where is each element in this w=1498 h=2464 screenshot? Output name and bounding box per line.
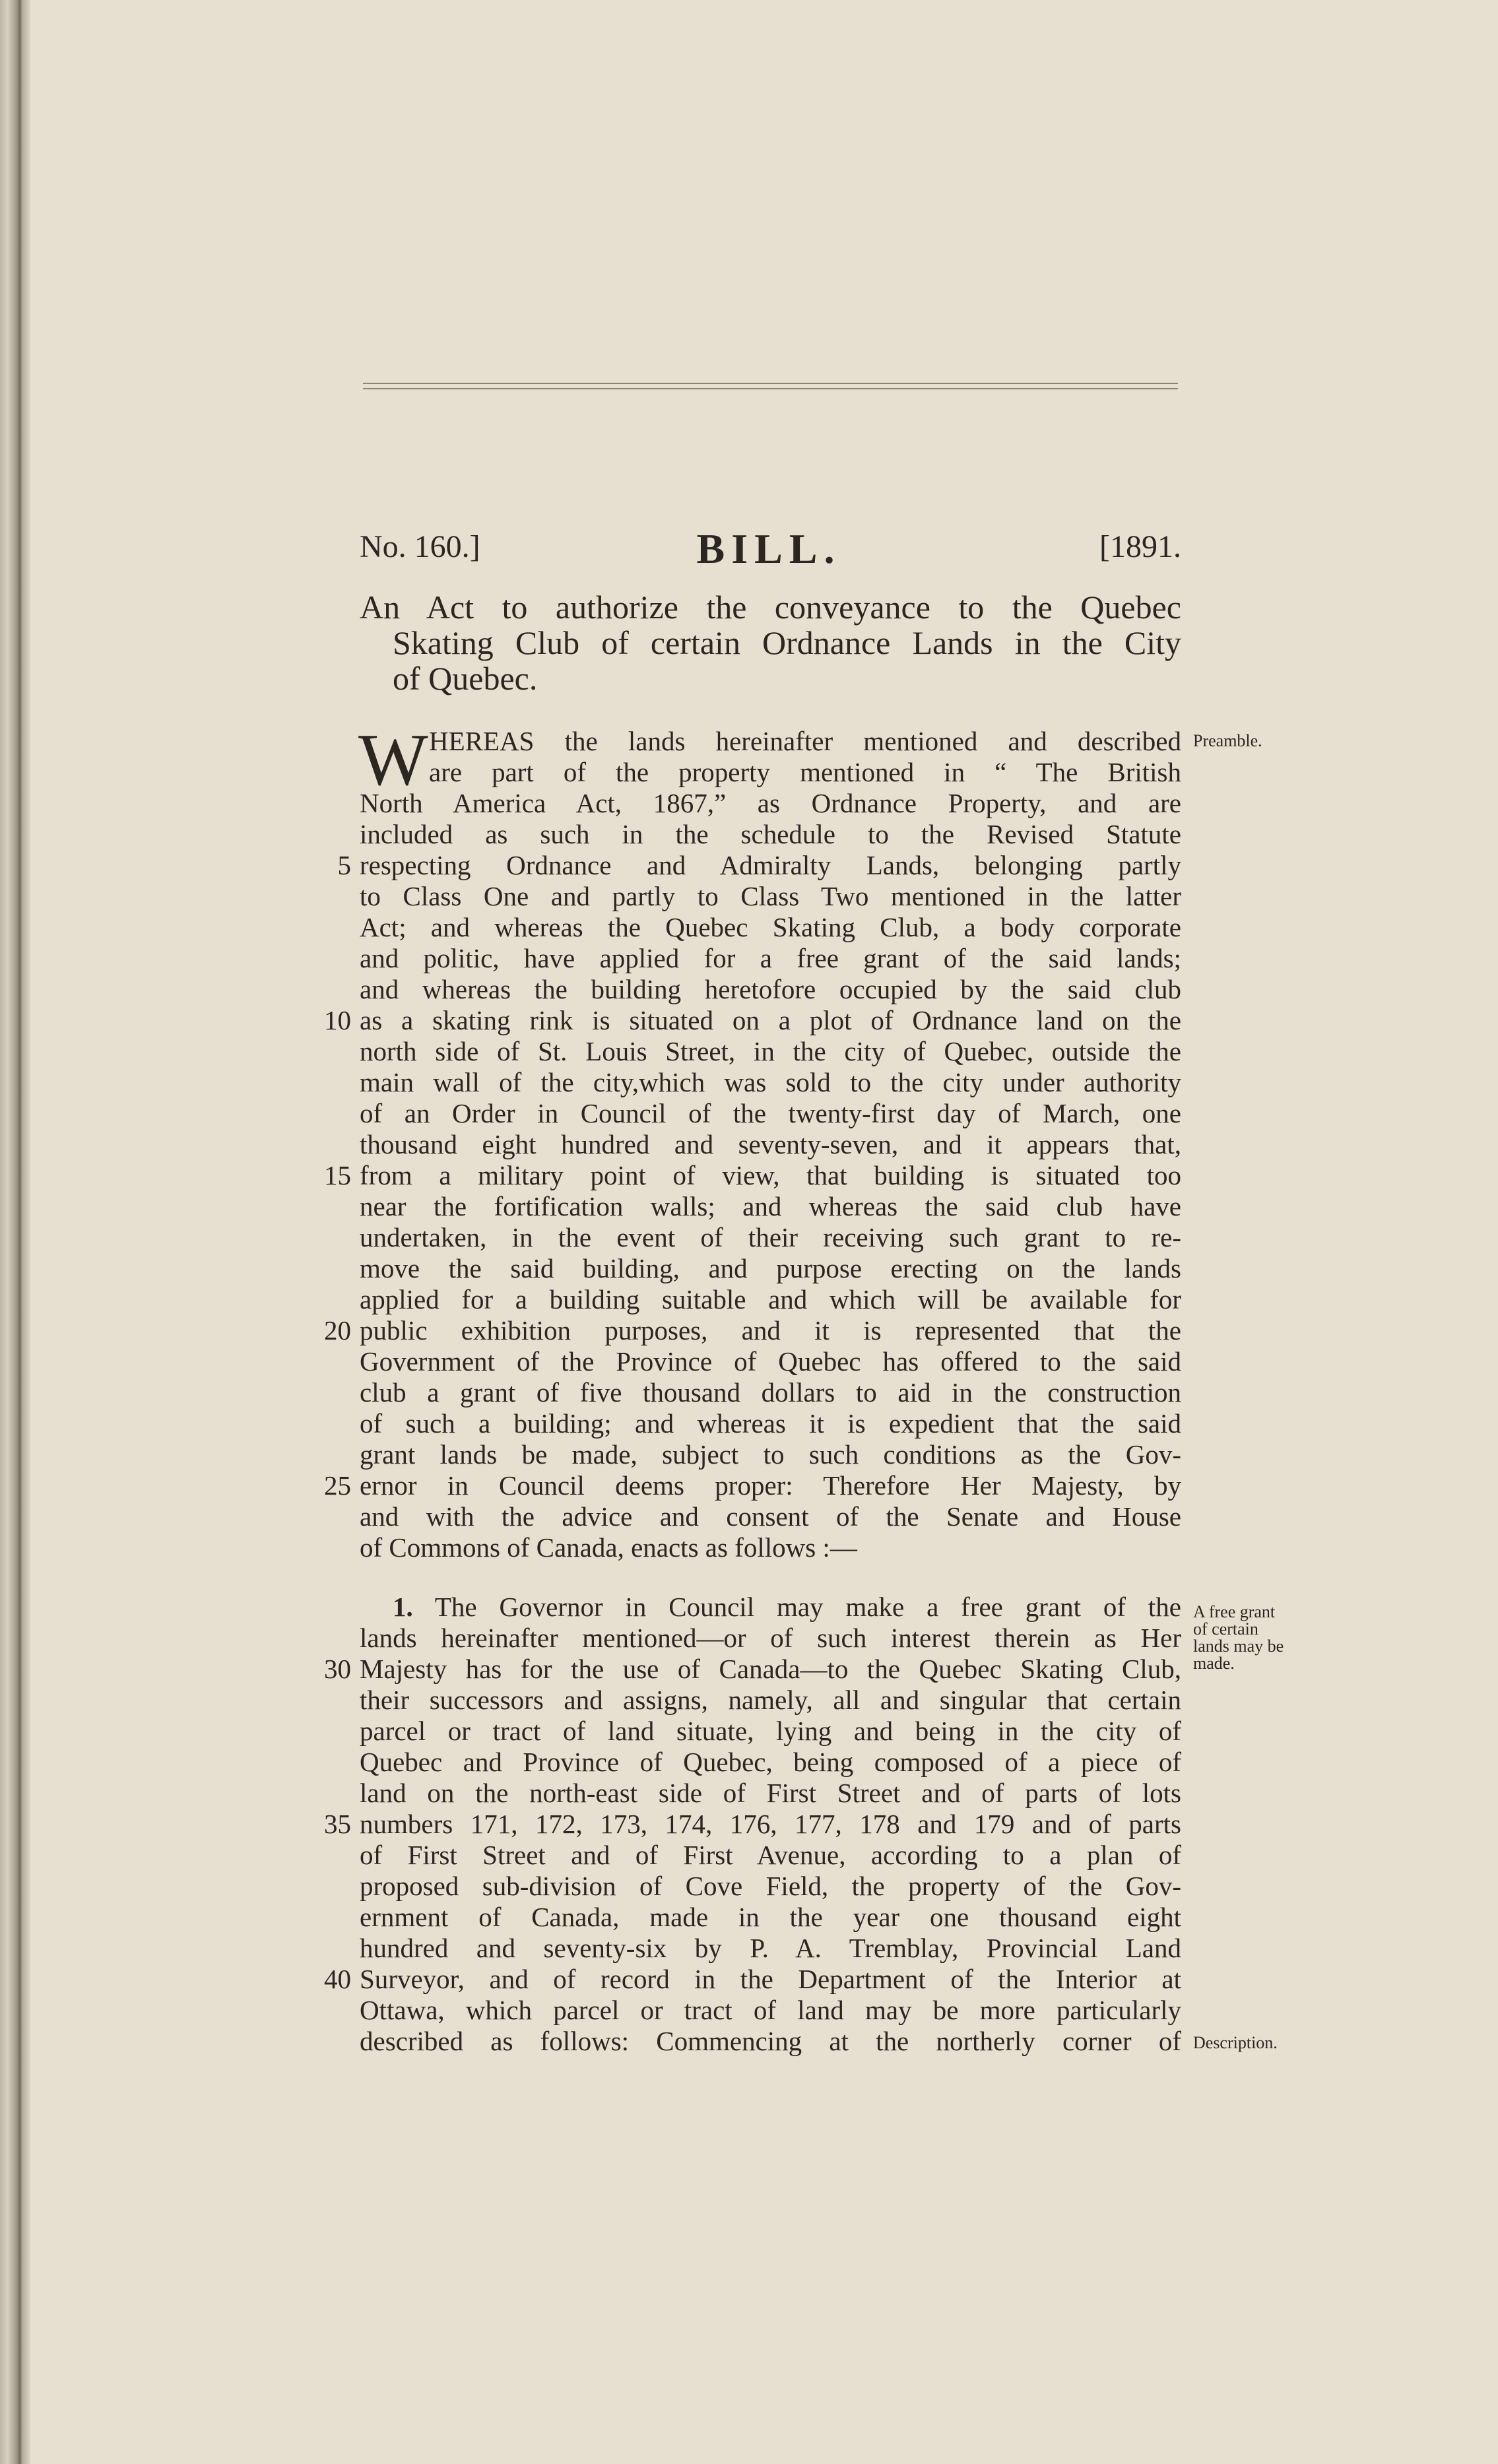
margin-note-free-grant-line: of certain <box>1193 1619 1258 1638</box>
section-1-line: land on the north-east side of First Street and of parts of lots <box>360 1778 1181 1808</box>
preamble-line: Government of the Province of Quebec has offered to the said <box>360 1346 1181 1377</box>
preamble-line: to Class One and partly to Class Two mentioned in the latter <box>360 881 1181 911</box>
preamble-line: respecting Ordnance and Admiralty Lands, belonging partly <box>360 850 1181 880</box>
bill-number: No. 160.] <box>360 529 480 564</box>
preamble-line: North America Act, 1867,” as Ordnance Property, and are <box>360 788 1181 818</box>
preamble-line: of Commons of Canada, enacts as follows :— <box>360 1532 857 1563</box>
act-title-line-2: Skating Club of certain Ordnance Lands in the City <box>393 624 1181 661</box>
margin-note-free-grant-line: made. <box>1193 1654 1235 1673</box>
preamble-line: and politic, have applied for a free grant of the said lands; <box>360 943 1181 973</box>
margin-note-free-grant-line: lands may be <box>1193 1637 1284 1656</box>
preamble-line: of such a building; and whereas it is expedient that the said <box>360 1408 1181 1439</box>
act-title <box>360 589 1181 696</box>
preamble-line: as a skating rink is situated on a plot of Ordnance land on the <box>360 1005 1181 1035</box>
line-number: 20 <box>324 1315 351 1345</box>
section-1-line: Majesty has for the use of Canada—to the Quebec Skating Club, <box>360 1654 1181 1684</box>
bill-header <box>360 525 1181 571</box>
preamble-line: thousand eight hundred and seventy-seven, and it appears that, <box>360 1129 1181 1159</box>
preamble-line: and with the advice and consent of the Senate and House <box>360 1501 1181 1532</box>
section-1-line: their successors and assigns, namely, all and singular that certain <box>360 1685 1181 1715</box>
preamble-line: Act; and whereas the Quebec Skating Club, a body corporate <box>360 912 1181 942</box>
section-1-first-line-text: The Governor in Council may make a free grant of the <box>434 1592 1181 1622</box>
line-number: 5 <box>337 850 351 880</box>
header-rule-top <box>363 383 1178 384</box>
section-1-line: parcel or tract of land situate, lying and being in the city of <box>360 1716 1181 1746</box>
line-number: 40 <box>324 1964 351 1994</box>
section-1-line: Surveyor, and of record in the Department of the Interior at <box>360 1964 1181 1994</box>
preamble-line: north side of St. Louis Street, in the city of Quebec, outside the <box>360 1036 1181 1066</box>
margin-note-free-grant <box>1193 1604 1325 1672</box>
section-1-line: Ottawa, which parcel or tract of land may be more particularly <box>360 1995 1181 2025</box>
preamble-line: public exhibition purposes, and it is represented that the <box>360 1315 1181 1345</box>
section-1-line: hundred and seventy-six by P. A. Tremblay, Provincial Land <box>360 1933 1181 1963</box>
section-1-line: ernment of Canada, made in the year one thousand eight <box>360 1902 1181 1932</box>
preamble-line: HEREAS the lands hereinafter mentioned and described <box>429 726 1181 756</box>
preamble-dropcap: W <box>358 719 428 801</box>
line-number: 25 <box>324 1470 351 1501</box>
bill-year: [1891. <box>1099 529 1181 564</box>
preamble-line: included as such in the schedule to the Revised Statute <box>360 819 1181 849</box>
section-number: 1. <box>393 1592 413 1622</box>
section-1-line: of First Street and of First Avenue, according to a plan of <box>360 1840 1181 1870</box>
section-1-line: Quebec and Province of Quebec, being composed of a piece of <box>360 1747 1181 1777</box>
margin-note-free-grant-line: A free grant <box>1193 1602 1276 1621</box>
preamble-line: ernor in Council deems proper: Therefore Her Majesty, by <box>360 1470 1181 1501</box>
preamble-line: near the fortification walls; and whereas the said club have <box>360 1191 1181 1221</box>
section-1-line: numbers 171, 172, 173, 174, 176, 177, 178 and 179 and of parts <box>360 1809 1181 1839</box>
preamble-line: applied for a building suitable and which will be available for <box>360 1284 1181 1314</box>
section-1-line: proposed sub-division of Cove Field, the property of the Gov- <box>360 1871 1181 1901</box>
line-number: 35 <box>324 1809 351 1839</box>
bill-label: BILL. <box>696 525 841 572</box>
preamble-line: from a military point of view, that building is situated too <box>360 1160 1181 1190</box>
preamble-line: grant lands be made, subject to such conditions as the Gov- <box>360 1439 1181 1470</box>
section-1-line: described as follows: Commencing at the northerly corner of <box>360 2026 1181 2056</box>
line-number: 15 <box>324 1160 351 1190</box>
preamble-line: undertaken, in the event of their receiving such grant to re- <box>360 1222 1181 1252</box>
preamble-line: move the said building, and purpose erecting on the lands <box>360 1253 1181 1283</box>
preamble <box>358 719 1181 1563</box>
preamble-line: of an Order in Council of the twenty-first day of March, one <box>360 1098 1181 1128</box>
margin-note-preamble: Preamble. <box>1193 731 1262 750</box>
section-1-line: lands hereinafter mentioned—or of such interest therein as Her <box>360 1623 1181 1653</box>
section-1 <box>360 1592 1181 2057</box>
line-number: 10 <box>324 1005 351 1035</box>
act-title-line-3: of Quebec. <box>393 660 538 697</box>
preamble-line: main wall of the city,which was sold to the city under authority <box>360 1067 1181 1097</box>
line-number: 30 <box>324 1654 351 1684</box>
header-rule-bottom <box>363 388 1178 389</box>
preamble-line: and whereas the building heretofore occupied by the said club <box>360 974 1181 1004</box>
section-1-first-line <box>360 1592 1181 1623</box>
margin-note-description: Description. <box>1193 2033 1278 2052</box>
preamble-line: club a grant of five thousand dollars to aid in the construction <box>360 1377 1181 1408</box>
preamble-line: are part of the property mentioned in “ The British <box>429 757 1181 787</box>
act-title-line-1: An Act to authorize the conveyance to the Quebec <box>360 589 1181 626</box>
binding-spine <box>0 0 30 2464</box>
